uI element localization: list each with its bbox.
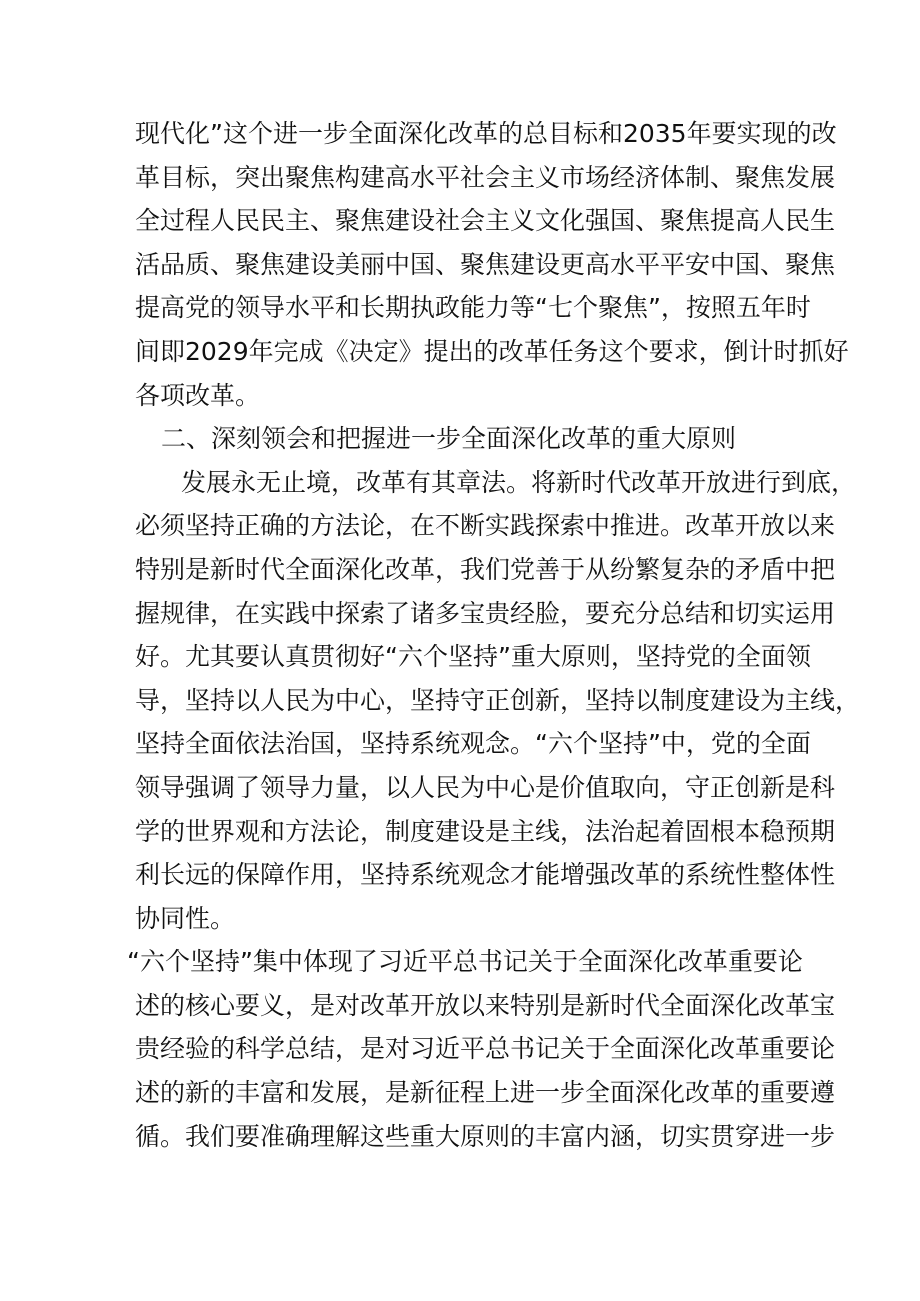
text-line: 革目标，突出聚焦构建高水平社会主义市场经济体制、聚焦发展 bbox=[135, 162, 836, 192]
document-body bbox=[127, 112, 861, 1158]
text-line: 导，坚持以人民为中心，坚持守正创新，坚持以制度建设为主线， bbox=[135, 685, 861, 715]
text-line: 特别是新时代全面深化改革，我们党善于从纷繁复杂的矛盾中把 bbox=[135, 554, 836, 584]
text-line: 好。尤其要认真贯彻好“六个坚持”重大原则，坚持党的全面领 bbox=[135, 642, 811, 672]
text-line: 活品质、聚焦建设美丽中国、聚焦建设更高水平平安中国、聚焦 bbox=[135, 249, 836, 279]
text-line: 各项改革。 bbox=[135, 380, 261, 410]
text-line: 必须坚持正确的方法论，在不断实践探索中推进。改革开放以来 bbox=[135, 511, 836, 541]
section-heading: 二、深刻领会和把握进一步全面深化改革的重大原则 bbox=[161, 424, 737, 454]
text-line: 贵经验的科学总结，是对习近平总书记关于全面深化改革重要论 bbox=[135, 1034, 836, 1064]
text-line: 间即2029年完成《决定》提出的改革任务这个要求，倒计时抓好 bbox=[135, 336, 849, 366]
text-line: 提高党的领导水平和长期执政能力等“七个聚焦”，按照五年时 bbox=[135, 293, 811, 323]
text-line: 发展永无止境，改革有其章法。将新时代改革开放进行到底， bbox=[181, 467, 857, 497]
text-line: 述的核心要义，是对改革开放以来特别是新时代全面深化改革宝 bbox=[135, 990, 836, 1020]
text-line: 循。我们要准确理解这些重大原则的丰富内涵，切实贯穿进一步 bbox=[135, 1121, 836, 1151]
text-line: 坚持全面依法治国，坚持系统观念。“六个坚持”中，党的全面 bbox=[135, 729, 811, 759]
text-line: “六个坚持”集中体现了习近平总书记关于全面深化改革重要论 bbox=[127, 947, 803, 977]
text-line: 全过程人民民主、聚焦建设社会主义文化强国、聚焦提高人民生 bbox=[135, 206, 836, 236]
text-line: 握规律，在实践中探索了诸多宝贵经脸，要充分总结和切实运用 bbox=[135, 598, 836, 628]
text-line: 利长远的保障作用，坚持系统观念才能增强改革的系统性整体性 bbox=[135, 860, 836, 890]
text-line: 述的新的丰富和发展，是新征程上进一步全面深化改革的重要遵 bbox=[135, 1078, 836, 1108]
text-line: 领导强调了领导力量，以人民为中心是价值取向，守正创新是科 bbox=[135, 772, 836, 802]
text-line: 协同性。 bbox=[135, 903, 236, 933]
text-line: 现代化”这个进一步全面深化改革的总目标和2035年要实现的改 bbox=[135, 119, 837, 148]
text-line: 学的世界观和方法论，制度建设是主线，法治起着固根本稳预期 bbox=[135, 816, 836, 846]
